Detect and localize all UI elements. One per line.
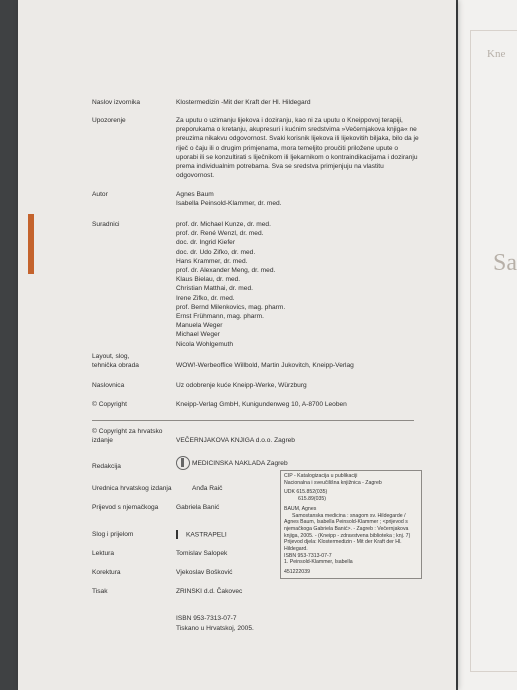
cip-line: 615.89(035)	[298, 496, 326, 503]
contributor: doc. dr. Udo Zifko, dr. med.	[176, 248, 256, 256]
contributor: Hans Krammer, dr. med.	[176, 257, 248, 265]
value	[176, 220, 438, 349]
label-line: izdanje	[92, 437, 113, 445]
kastrapeli-logo	[176, 530, 184, 539]
next-page-frame	[470, 30, 517, 672]
value: WOW!-Werbeoffice Willbold, Martin Jukovitch, Kneipp-Verlag	[176, 362, 354, 369]
label-line: Layout, slog,	[92, 353, 130, 360]
value: Kneipp-Verlag GmbH, Kunigundenweg 10, A-8700 Leoben	[176, 401, 347, 408]
label: Urednica hrvatskog izdanja	[92, 485, 172, 492]
cip-line: Nacionalna i sveučilišna knjižnica - Zagreb	[284, 479, 382, 486]
label: Naslov izvornika	[92, 99, 141, 106]
label: Naslovnica	[92, 382, 125, 389]
value: Gabriela Banić	[176, 504, 220, 511]
label: Upozorenje	[92, 117, 126, 124]
cip-line: UDK 615.852(035)	[284, 489, 328, 496]
medicinska-naklada-logo	[176, 456, 190, 470]
value: Uz odobrenje kuće Kneipp-Werke, Würzburg	[176, 382, 307, 389]
contributor: Irene Zifko, dr. med.	[176, 294, 235, 302]
divider	[92, 420, 414, 421]
label: Prijevod s njemačkoga	[92, 504, 159, 511]
contributor: prof. dr. René Wenzl, dr. med.	[176, 230, 264, 238]
cip-line: ISBN 953-7313-07-7	[284, 552, 332, 559]
value: Tomislav Salopek	[176, 550, 228, 557]
value: VEČERNJAKOVA KNJIGA d.o.o. Zagreb	[176, 437, 295, 444]
publisher-name: MEDICINSKA NAKLADA Zagreb	[192, 459, 288, 467]
contributor: doc. dr. Ingrid Kiefer	[176, 239, 236, 247]
value	[176, 456, 438, 470]
contributor: Manuela Weger	[176, 322, 223, 330]
cip-line: CIP - Katalogizacija u publikaciji	[284, 473, 358, 479]
author-line: Agnes Baum	[176, 191, 214, 198]
label: Suradnici	[92, 221, 120, 228]
contributor: Christian Matthai, dr. med.	[176, 285, 253, 293]
value	[176, 190, 438, 208]
cip-line: BAUM, Agnes	[284, 505, 317, 512]
label: Redakcija	[92, 463, 121, 470]
contributor: Klaus Bielau, dr. med.	[176, 276, 241, 284]
label: Autor	[92, 191, 108, 198]
cip-line: 1. Peinsold-Klammer, Isabella	[284, 559, 353, 566]
value: Za uputu o uzimanju lijekova i doziranju, kao ni za uputu o Kneippovoj terapiji, preporukama o kretanju, akupresuri i kućnim sredstvima »Večernjakova knjiga« ne preuzima nikakvu odgovornost. Svaki korisnik lijekova ili lijekovitih biljaka, bilo da je riječ o čaju ili o drugim primjenama, mora temeljito proučiti priložene upute o uporabi ili se konzultirati s liječnikom ili ljekarnikom o kontraindikacijama i doziranju prema individualnim potrebama. Sva se sredstva primjenjuju na vlastitu odgovornost.	[176, 117, 419, 180]
value: Klostermedizin -Mit der Kraft der Hl. Hildegard	[176, 99, 311, 106]
next-page-text-top: Kne	[487, 48, 506, 60]
label-line: © Copyright za hrvatsko	[92, 428, 163, 435]
contributor: Nicola Wohlgemuth	[176, 340, 234, 348]
printed-in: Tiskano u Hrvatskoj, 2005.	[176, 625, 254, 632]
label-line: tehnička obrada	[92, 362, 139, 370]
label	[92, 352, 182, 370]
next-page-text-mid: Sa	[493, 250, 517, 276]
orange-accent-bar	[28, 214, 34, 274]
author-line: Isabella Peinsold-Klammer, dr. med.	[176, 200, 282, 208]
isbn: ISBN 953-7313-07-7	[176, 615, 237, 622]
label	[92, 427, 182, 445]
contributor: prof. Bernd Milenkovics, mag. pharm.	[176, 303, 286, 311]
cip-box	[280, 470, 422, 579]
cip-line: Prijevod djela: Klostermedizin - Mit der Kraft der Hl. Hildegard.	[284, 539, 402, 553]
value: Anđa Raič	[192, 485, 223, 492]
label: Korektura	[92, 569, 121, 576]
contributor: prof. dr. Alexander Meng, dr. med.	[176, 267, 276, 275]
value: Vjekoslav Bošković	[176, 569, 233, 576]
label: Tisak	[92, 588, 108, 595]
typesetter-name: KASTRAPELI	[186, 531, 227, 539]
label: © Copyright	[92, 401, 127, 408]
label: Lektura	[92, 550, 114, 557]
label: Slog i prijelom	[92, 531, 134, 538]
contributor: Michael Weger	[176, 331, 220, 339]
cip-line: 451222039	[284, 569, 310, 576]
contributor: Ernst Frühmann, mag. pharm.	[176, 313, 264, 321]
contributor: prof. dr. Michael Kunze, dr. med.	[176, 221, 271, 228]
value: ZRINSKI d.d. Čakovec	[176, 588, 243, 595]
cip-line: Samostanska medicina : snagom sv. Hildegarde / Agnes Baum, Isabella Peinsold-Klammer ; <prijevod s njemačkoga Gabriela Banić>. - Zagreb : Večernjakova knjiga, 2005. - (Kneipp - zdravstvena biblioteka ; knj. 7)	[284, 512, 411, 539]
